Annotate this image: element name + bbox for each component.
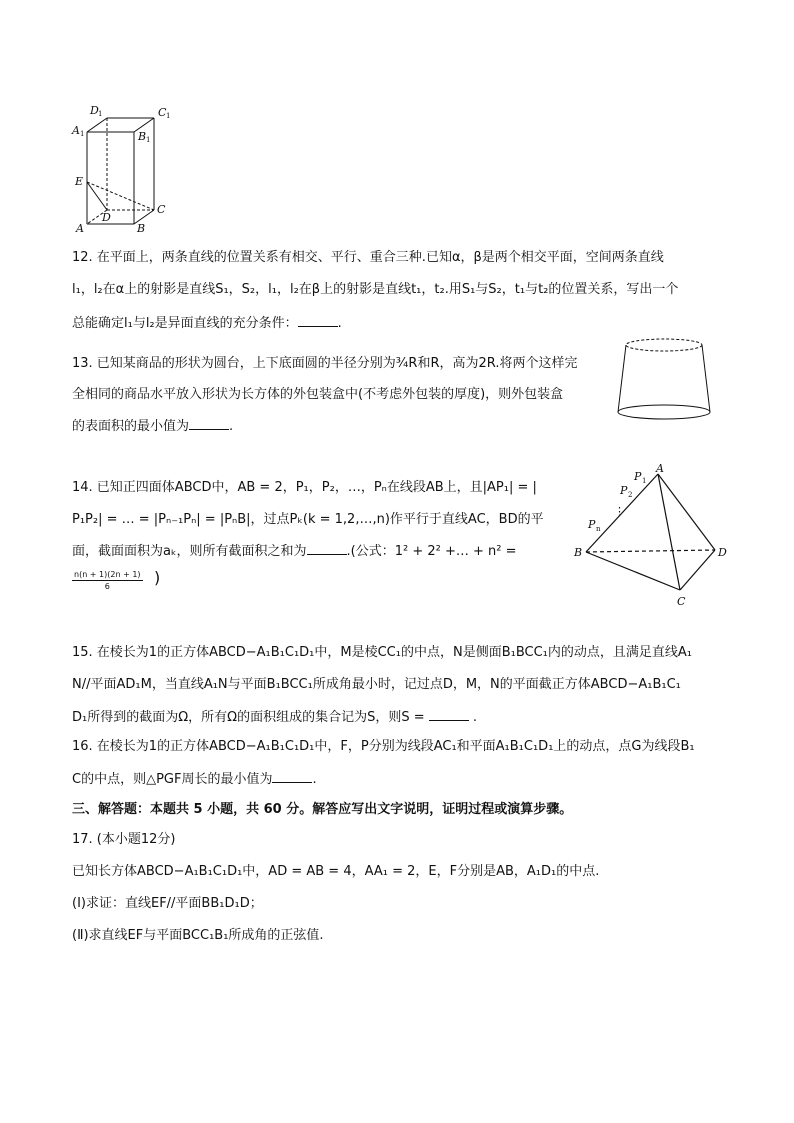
q15-line3: D₁所得到的截面为Ω，所有Ω的面积组成的集合记为S，则S = . <box>72 706 477 728</box>
label-D1: D <box>90 104 99 117</box>
label-B: B <box>137 222 146 235</box>
svg-text:⋮: ⋮ <box>614 505 625 518</box>
q17-title: 17. (本小题12分) <box>72 832 176 847</box>
q13-line3: 的表面积的最小值为 . <box>72 415 233 437</box>
label-C: C <box>157 203 166 216</box>
label-C1: C <box>158 106 167 119</box>
q17-part2: (Ⅱ)求直线EF与平面BCC₁B₁所成角的正弦值. <box>72 928 324 943</box>
svg-text:1: 1 <box>98 110 103 118</box>
answer-blank <box>429 706 469 721</box>
q15-line1: 15. 在棱长为1的正方体ABCD−A₁B₁C₁D₁中，M是棱CC₁的中点，N是侧面B₁BCC₁内的动点，且满足直线A₁ <box>72 645 692 660</box>
q14-line2: P₁P₂| = … = |Pₙ₋₁Pₙ| = |PₙB|，过点Pₖ(k = 1,2,…,n)作平行于直线AC，BD的平 <box>72 512 544 527</box>
label-P1: P <box>634 470 642 483</box>
answer-blank <box>272 768 312 783</box>
label-B: B <box>574 546 583 559</box>
fraction-denominator: 6 <box>104 582 110 591</box>
svg-text:1: 1 <box>146 136 151 144</box>
q13-line2: 全相同的商品水平放入形状为长方体的外包装盒中(不考虑外包装的厚度)，则外包装盒 <box>72 387 564 402</box>
label-D: D <box>718 546 727 559</box>
svg-text:1: 1 <box>80 130 85 138</box>
label-D: D <box>102 211 111 224</box>
q17-line1: 已知长方体ABCD−A₁B₁C₁D₁中，AD = AB = 4，AA₁ = 2，E，F分别是AB，A₁D₁的中点. <box>72 864 600 879</box>
section-heading: 三、解答题：本题共 5 小题，共 60 分。解答应写出文字说明，证明过程或演算步骤。 <box>72 802 573 817</box>
q16-text: C的中点，则△PGF周长的最小值为 <box>72 772 273 787</box>
q14-fraction <box>72 569 143 592</box>
prism-figure <box>70 100 180 235</box>
svg-text:1: 1 <box>642 477 647 485</box>
frustum-figure <box>612 332 717 427</box>
svg-text:1: 1 <box>166 112 171 120</box>
label-C: C <box>677 595 686 608</box>
q16-line2: C的中点，则△PGF周长的最小值为 . <box>72 768 317 790</box>
q12-text: 总能确定l₁与l₂是异面直线的充分条件： <box>72 316 298 331</box>
label-A: A <box>656 462 664 475</box>
svg-text:n: n <box>596 525 601 533</box>
q12-line1: 12. 在平面上，两条直线的位置关系有相交、平行、重合三种.已知α，β是两个相交平面，空间两条直线 <box>72 250 664 265</box>
q14-line1: 14. 已知正四面体ABCD中，AB = 2，P₁，P₂，…，Pₙ在线段AB上，且|AP₁| = | <box>72 480 537 495</box>
label-E: E <box>75 175 84 188</box>
q13-text: 的表面积的最小值为 <box>72 419 190 434</box>
label-B1: B <box>138 130 147 143</box>
q15-line2: N//平面AD₁M，当直线A₁N与平面B₁BCC₁所成角最小时，记过点D，M，N的平面截正方体ABCD−A₁B₁C₁ <box>72 677 681 692</box>
label-A1: A <box>72 124 80 137</box>
q17-part1: (Ⅰ)求证：直线EF//平面BB₁D₁D； <box>72 896 263 911</box>
q14-text: 面，截面面积为aₖ，则所有截面积之和为 <box>72 544 307 559</box>
q15-text: D₁所得到的截面为Ω，所有Ω的面积组成的集合记为S，则S = <box>72 710 425 725</box>
answer-blank <box>307 540 347 555</box>
label-P2: P <box>620 484 628 497</box>
label-Pn: P <box>588 518 596 531</box>
tetrahedron-figure <box>572 460 737 610</box>
svg-text:2: 2 <box>628 491 633 499</box>
q14-line3 <box>72 540 517 562</box>
label-A: A <box>76 222 84 235</box>
q12-line2: l₁，l₂在α上的射影是直线S₁，S₂，l₁，l₂在β上的射影是直线t₁，t₂.用S₁与S₂，t₁与t₂的位置关系，写出一个 <box>72 282 679 297</box>
q16-line1: 16. 在棱长为1的正方体ABCD−A₁B₁C₁D₁中，F，P分别为线段AC₁和平面A₁B₁C₁D₁上的动点，点G为线段B₁ <box>72 739 695 754</box>
q14-formula: .(公式：1² + 2² +… + n² = <box>346 544 517 559</box>
q12-line3: 总能确定l₁与l₂是异面直线的充分条件： . <box>72 312 342 334</box>
fraction-numerator: n(n + 1)(2n + 1) <box>74 570 141 579</box>
answer-blank <box>189 415 229 430</box>
q13-line1: 13. 已知某商品的形状为圆台，上下底面圆的半径分别为¾R和R，高为2R.将两个这样完 <box>72 356 578 371</box>
answer-blank <box>298 312 338 327</box>
